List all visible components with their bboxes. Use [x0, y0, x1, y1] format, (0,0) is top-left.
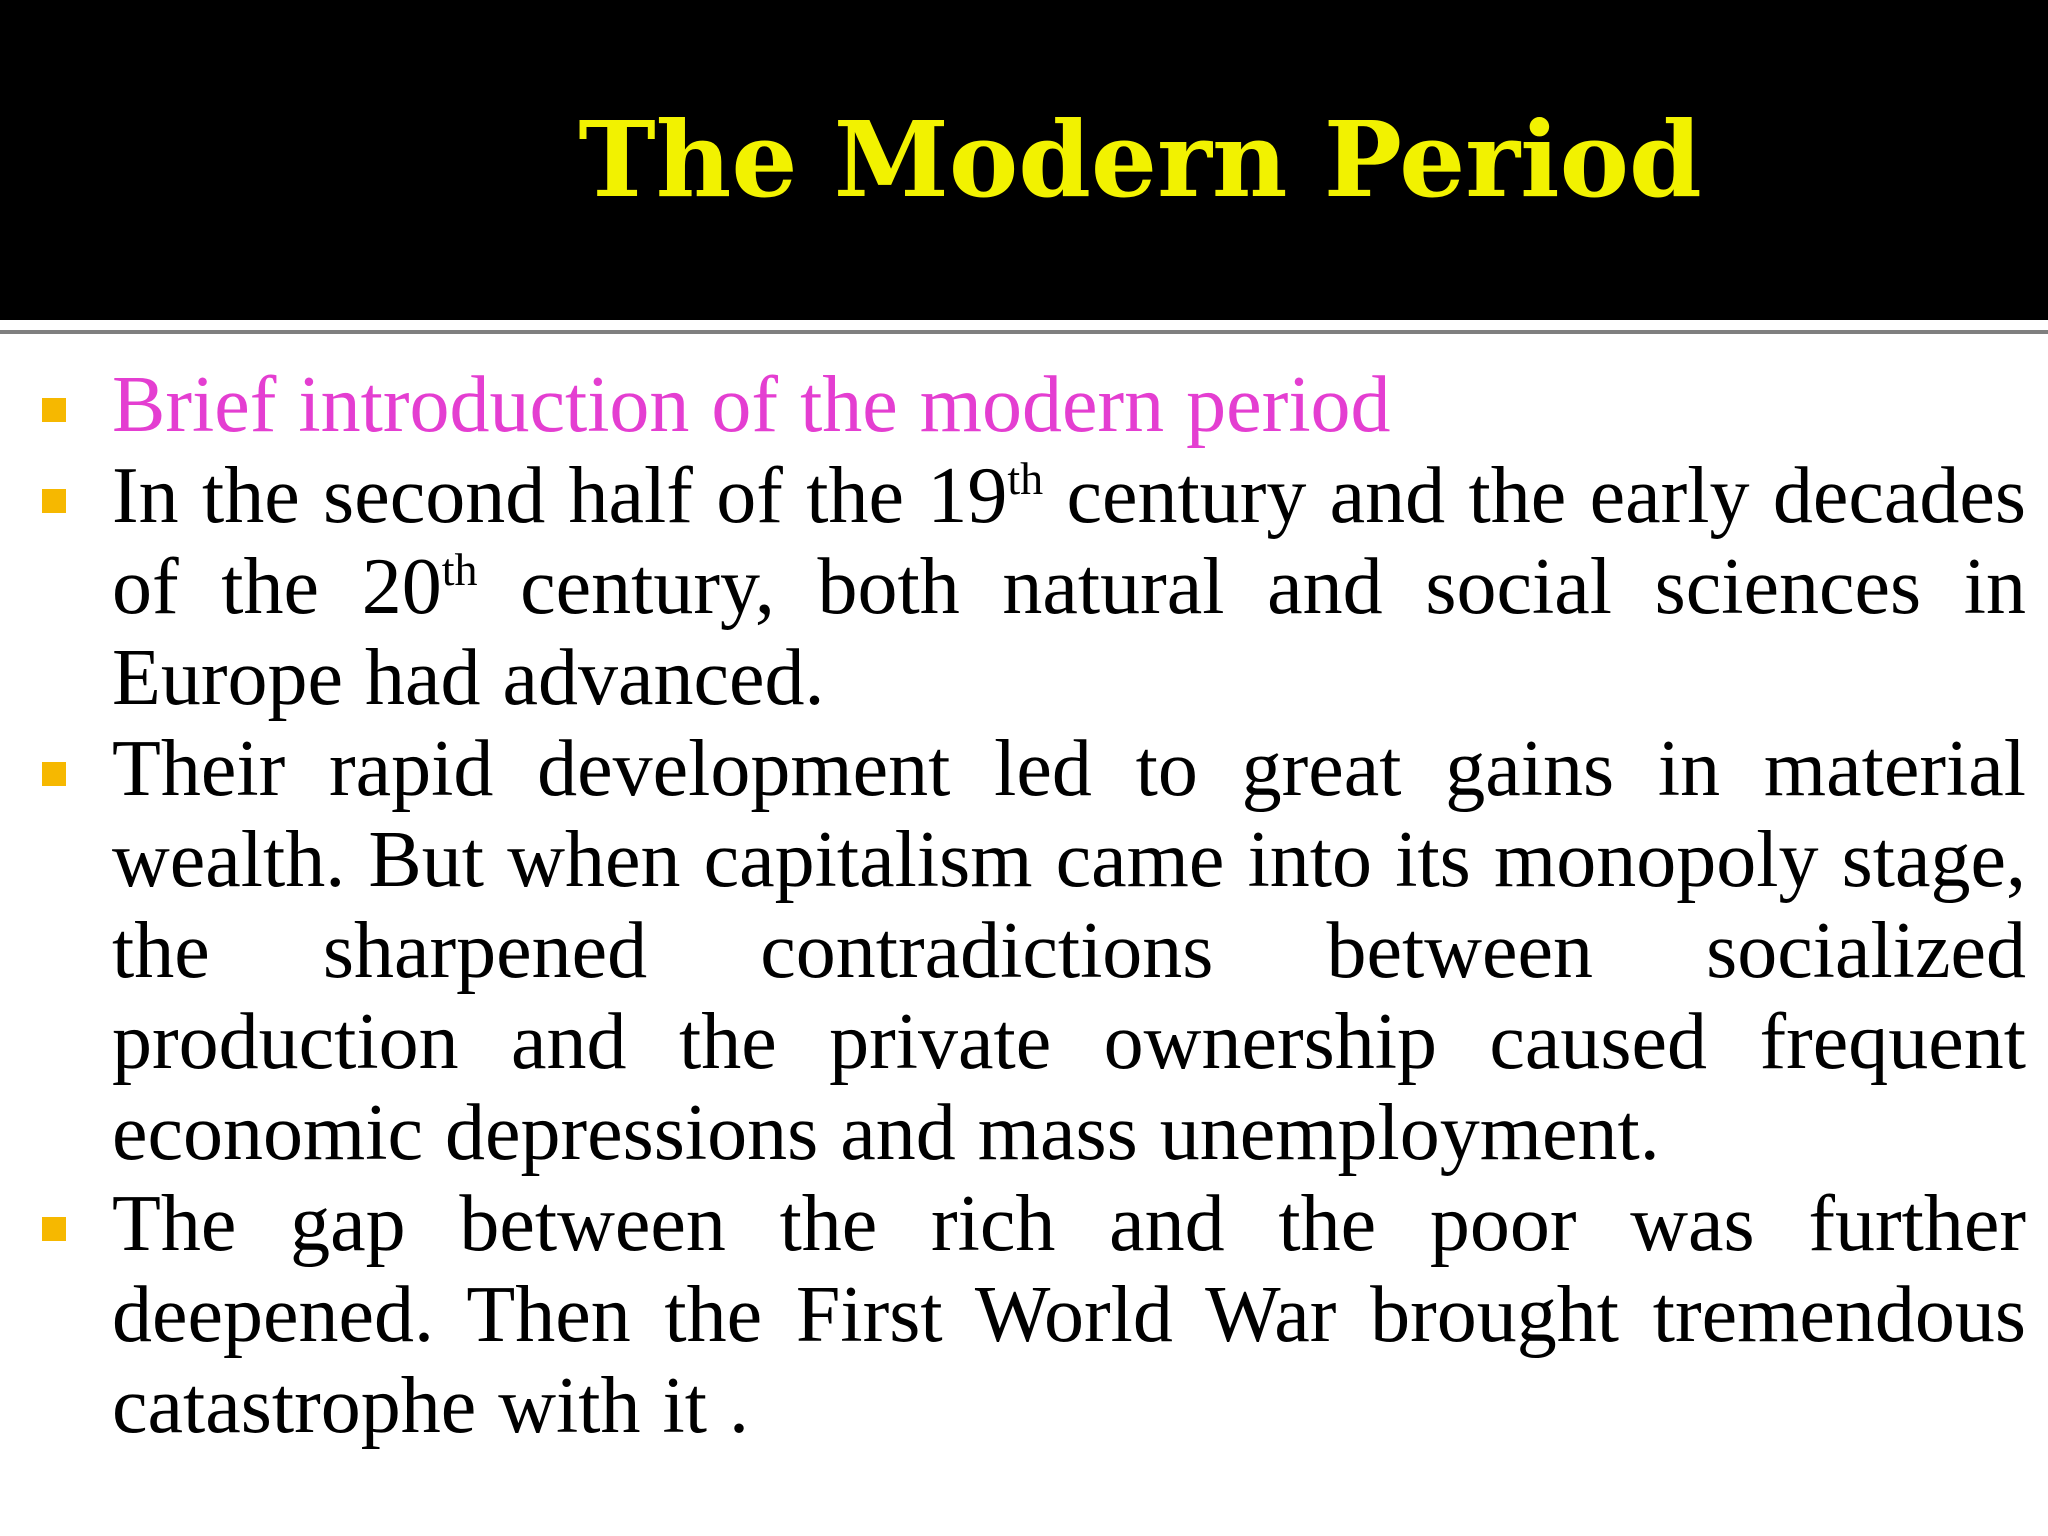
- square-bullet-icon: [42, 1217, 66, 1241]
- slide-title: The Modern Period: [578, 98, 1702, 221]
- superscript-th-19: th: [1007, 453, 1044, 504]
- bullet-text-gap: The gap between the rich and the poor was further deepened. Then the First World War brought tremendous catastrophe with it .: [112, 1180, 2026, 1450]
- bullet-text-sciences-part-a: In the second half of the 19: [112, 452, 1008, 540]
- bullet-text-sciences-part-c: century, both natural and social sciences in Europe had advanced.: [112, 543, 2026, 722]
- bullet-item-gap: [0, 1179, 2048, 1452]
- bullet-text-sciences-part-b: century and the early decades of the 20: [112, 452, 2026, 631]
- title-separator-gap: [0, 320, 2048, 330]
- bullet-item-intro: [0, 360, 2048, 451]
- square-bullet-icon: [42, 398, 66, 422]
- square-bullet-icon: [42, 762, 66, 786]
- title-band: [0, 0, 2048, 320]
- bullet-text-development: Their rapid development led to great gains in material wealth. But when capitalism came into its monopoly stage, the sharpened contradictions between socialized production and the private ownership caused frequent economic depressions and mass unemployment.: [112, 725, 2026, 1177]
- square-bullet-icon: [42, 489, 66, 513]
- bullet-item-sciences: [0, 451, 2048, 724]
- bullet-item-development: [0, 724, 2048, 1179]
- bullet-text-sciences: [112, 451, 2026, 724]
- bullet-list: [0, 360, 2048, 1536]
- title-separator-line: [0, 330, 2048, 334]
- superscript-th-20: th: [441, 544, 478, 595]
- bullet-text-intro: Brief introduction of the modern period: [112, 361, 1391, 449]
